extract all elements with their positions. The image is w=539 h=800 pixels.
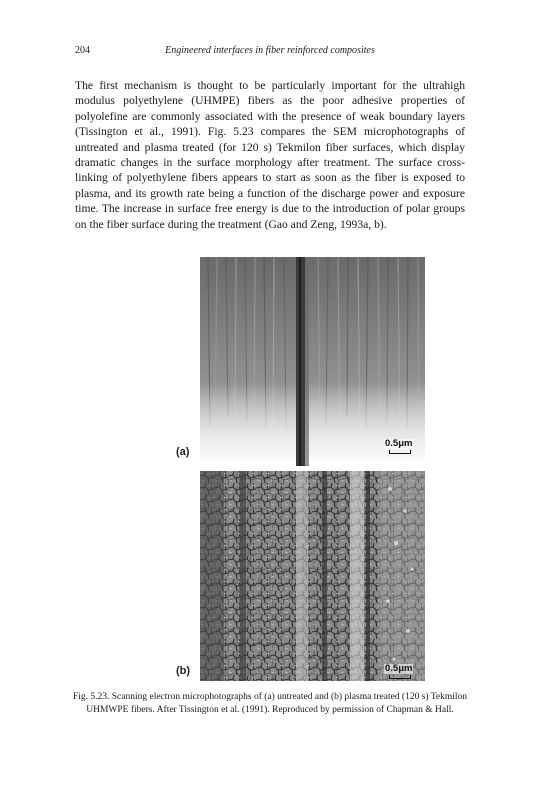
page-number: 204 — [75, 45, 90, 56]
micrograph-plasma-treated — [200, 471, 425, 681]
micrograph-untreated — [200, 257, 425, 466]
scale-bar-b — [389, 675, 411, 679]
scale-bar-a — [389, 450, 411, 454]
running-title: Engineered interfaces in fiber reinforced composites — [165, 45, 375, 56]
figure-caption: Fig. 5.23. Scanning electron microphotographs of (a) untreated and (b) plasma treated (120 s) Tekmilon UHMWPE fibers. After Tissington et al. (1991). Reproduced by permission of Chapman & Hall. — [72, 692, 468, 715]
panel-label-b: (b) — [176, 665, 191, 677]
body-paragraph: The first mechanism is thought to be particularly important for the ultrahigh modulus polyethylene (UHMPE) fibers as the poor adhesive properties of polyolefine are commonly associated with the presence of weak boundary layers (Tissington et al., 1991). Fig. 5.23 compares the SEM microphotographs of untreated and plasma treated (for 120 s) Tekmilon fiber surfaces, which display dramatic changes in the surface morphology after treatment. The surface cross-linking of polyethylene fibers appears to start as soon as the fiber is exposed to plasma, and its growth rate being a function of the discharge power and exposure time. The increase in surface free energy is due to the introduction of polar groups on the fiber surface during the treatment (Gao and Zeng, 1993a, b). — [75, 79, 465, 231]
panel-label-a: (a) — [176, 446, 190, 458]
page-header — [75, 44, 465, 58]
scale-label-a: 0.5μm — [385, 438, 413, 449]
scale-label-b: 0.5μm — [385, 663, 413, 674]
